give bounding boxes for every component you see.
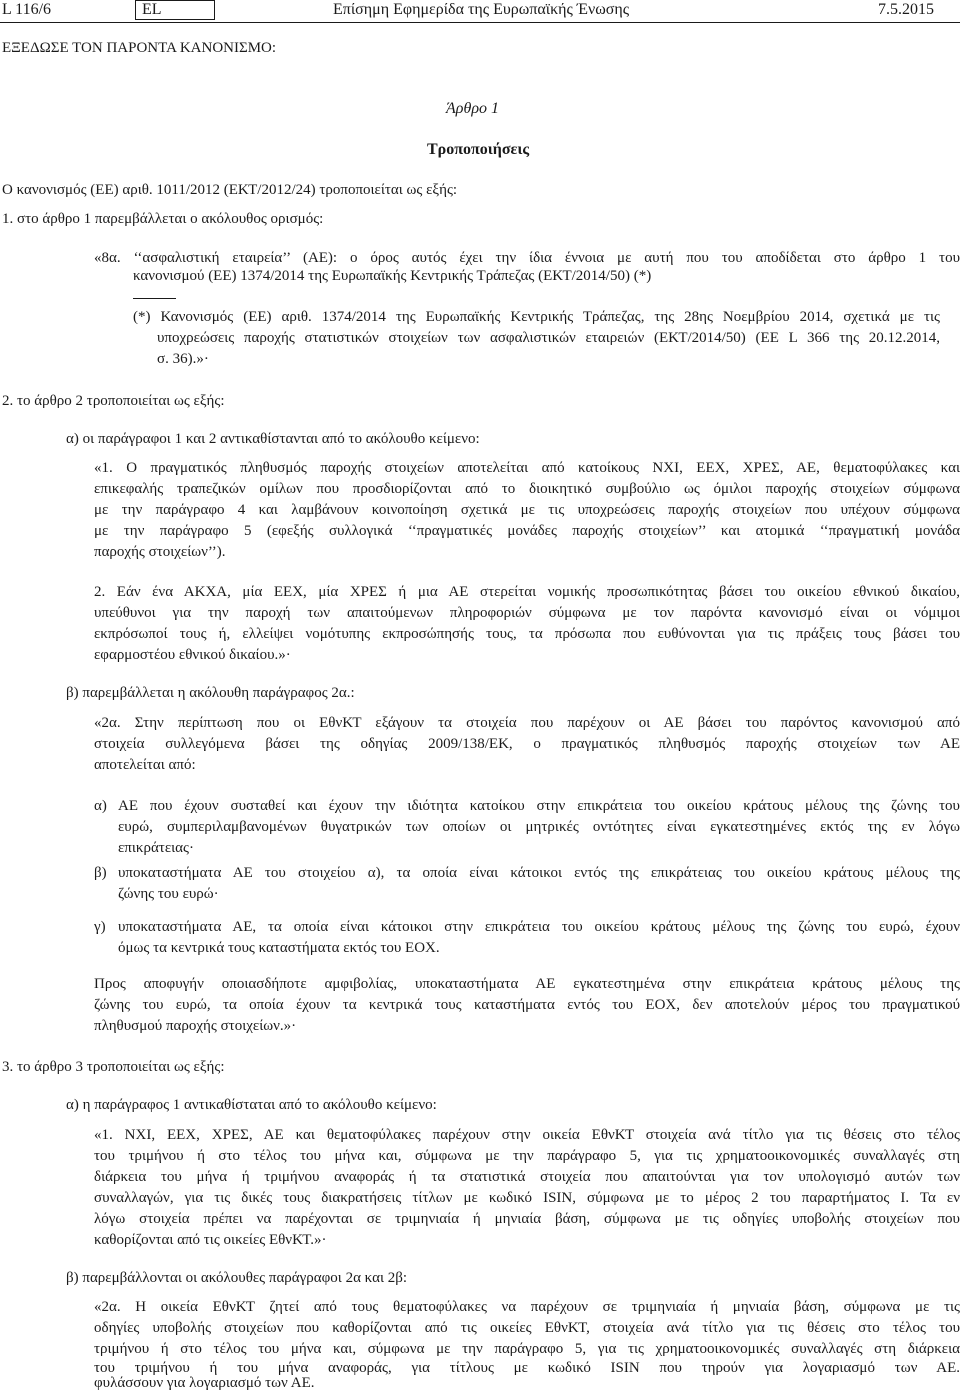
adoption-formula: ΕΞΕΔΩΣΕ ΤΟΝ ΠΑΡΟΝΤΑ ΚΑΝΟΝΙΣΜΟ: [2, 40, 277, 56]
article-title: Τροποποιήσεις [427, 141, 530, 158]
paragraph-line: επικεφαλής τραπεζικών ομίλων που προσδιορίζονται από το διοικητικό συμβούλιο ως όμιλοι παροχής στοιχείων σύμφωνα [94, 481, 960, 497]
paragraph-line: παροχής στοιχείων’’). [94, 544, 226, 560]
language-code: EL [135, 0, 215, 20]
item-line: όμως τα κεντρικά τους καταστήματα εκτός του ΕΟΧ. [118, 940, 440, 956]
paragraph-line: 2. Εάν ένα ΑΚΧΑ, μία ΕΕΧ, μία ΧΡΕΣ ή μια ΑΕ στερείται νομικής προσωπικότητας βάσει του οικείου εθνικού δικαίου, [94, 584, 960, 600]
point-3: 3. το άρθρο 3 τροποποιείται ως εξής: [2, 1059, 225, 1075]
paragraph-line: εφαρμοστέου εθνικού δικαίου.»· [94, 647, 291, 663]
paragraph-line: οδηγίες υποβολής στοιχείων που καθορίζονται από τις οικείες ΕθνΚΤ, στοιχεία ανά τίτλο για τις θέσεις στο τέλος του [94, 1320, 960, 1336]
point-3a: α) η παράγραφος 1 αντικαθίσταται από το ακόλουθο κείμενο: [66, 1097, 437, 1113]
point-2b: β) παρεμβάλλεται η ακόλουθη παράγραφος 2α.: [66, 685, 355, 701]
page-ref: L 116/6 [2, 1, 52, 18]
point-1: 1. στο άρθρο 1 παρεμβάλλεται ο ακόλουθος ορισμός: [2, 211, 324, 227]
item-line: υποκαταστήματα ΑΕ του στοιχείου α), τα οποία είναι κάτοικοι εντός της επικράτειας του οικείου κράτους μέλους της [118, 865, 960, 881]
footnote-line: σ. 36).»· [157, 351, 209, 367]
closing-line: πληθυσμού παροχής στοιχείων.»· [94, 1018, 297, 1034]
paragraph-line: υπεύθυνοι για την παροχή των απαιτούμενων πληροφοριών σύμφωνα με τον παρόντα κανονισμό είναι οι νόμιμοι [94, 605, 960, 621]
paragraph-line: τριμήνου ή στο τέλος του μήνα και, σύμφωνα με την παράγραφο 5, για τις χρηματοοικονομικές συναλλαγές στη διάρκεια [94, 1341, 960, 1357]
paragraph-line: «1. Ο πραγματικός πληθυσμός παροχής στοιχείων αποτελείται από κατοίκους ΝΧΙ, ΕΕΧ, ΧΡΕΣ, ΑΕ, θεματοφύλακες και [94, 460, 960, 476]
item-line: ζώνης του ευρώ· [118, 886, 219, 902]
intro-sentence: Ο κανονισμός (ΕΕ) αριθ. 1011/2012 (ΕΚΤ/2012/24) τροποποιείται ως εξής: [2, 182, 458, 198]
paragraph-line: με την παράγραφο 5 (εφεξής συλλογικά ‘‘πραγματικές μονάδες παροχής στοιχείων’’ και ατομικά ‘‘πραγματική μονάδα [94, 523, 960, 539]
definition-line: κανονισμού (ΕΕ) 1374/2014 της Ευρωπαϊκής Κεντρικής Τράπεζας (ΕΚΤ/2014/50) (*) [133, 268, 652, 284]
item-label: β) [94, 865, 107, 881]
paragraph-line: «1. ΝΧΙ, ΕΕΧ, ΧΡΕΣ, ΑΕ και θεματοφύλακες παρέχουν στην οικεία ΕθνΚΤ στοιχεία ανά τίτλο για τις θέσεις στο τέλος [94, 1127, 960, 1143]
publication-date: 7.5.2015 [878, 1, 934, 18]
item-line: ΑΕ που έχουν συσταθεί και έχουν την ιδιότητα κατοίκου στην επικράτεια του οικείου κράτους μέλους της ζώνης του [118, 798, 960, 814]
footnote-line: υποχρεώσεις παροχής στατιστικών στοιχείων των ασφαλιστικών εταιρειών (ΕΚΤ/2014/50) (ΕΕ L 366 της 20.12.2014, [157, 330, 940, 346]
paragraph-line: του τριμήνου ή στο τέλος του μήνα και, σύμφωνα με την παράγραφο 5, για τις χρηματοοικονομικές συναλλαγές στη [94, 1148, 960, 1164]
item-label: α) [94, 798, 107, 814]
paragraph-line: «2α. Στην περίπτωση που οι ΕθνΚΤ εξάγουν τα στοιχεία που παρέχουν οι ΑΕ βάσει του παρόντος κανονισμού από [94, 715, 960, 731]
paragraph-line: φυλάσσουν για λογαριασμό των ΑΕ. [94, 1375, 315, 1391]
closing-line: ζώνης του ευρώ, τα οποία έχουν τα κεντρικά τους καταστήματα εντός του ΕΟΧ, δεν αποτελούν μέρος του πραγματικού [94, 997, 960, 1013]
paragraph-line: «2α. Η οικεία ΕθνΚΤ ζητεί από τους θεματοφύλακες να παρέχουν σε τριμηνιαία ή μηνιαία βάση, σύμφωνα με τις [94, 1299, 960, 1315]
item-line: ευρώ, συμπεριλαμβανομένων θυγατρικών των οποίων οι μητρικές οντότητες είναι εγκατεστημένες εκτός της εν λόγω [118, 819, 960, 835]
closing-line: Προς αποφυγήν οποιασδήποτε αμφιβολίας, υποκαταστήματα ΑΕ εγκατεστημένα στην επικράτεια κράτους μέλους της [94, 976, 960, 992]
paragraph-line: διάρκεια του μήνα ή τριμήνου αναφοράς ή τα στατιστικά στοιχεία που απαιτούνται για τον υπολογισμό αυτών των [94, 1169, 960, 1185]
footnote-rule [133, 298, 176, 299]
article-number: Άρθρο 1 [446, 100, 499, 117]
definition-line: «8α. ‘‘ασφαλιστική εταιρεία’’ (ΑΕ): ο όρος αυτός έχει την ίδια έννοια με αυτή που του αποδίδεται στο άρθρο 1 του [94, 250, 960, 266]
point-2: 2. το άρθρο 2 τροποποιείται ως εξής: [2, 393, 225, 409]
paragraph-line: του τριμήνου ή του μήνα αναφοράς, για τίτλους με κωδικό ISIN που τηρούν για λογαριασμό των ΑΕ. [94, 1360, 960, 1376]
paragraph-line: αποτελείται από: [94, 757, 196, 773]
paragraph-line: στοιχεία συλλεγόμενα βάσει της οδηγίας 2009/138/ΕΚ, ο πραγματικός πληθυσμός παροχής στοιχείων των ΑΕ [94, 736, 960, 752]
item-line: υποκαταστήματα ΑΕ, τα οποία είναι κάτοικοι στην επικράτεια του οικείου κράτους μέλους της ζώνης του ευρώ, έχουν [118, 919, 960, 935]
header-rule [0, 22, 960, 23]
paragraph-line: συναλλαγών, για τις δικές τους διακρατήσεις τίτλων με κωδικό ISIN, σύμφωνα με το μέρος 2 του παραρτήματος Ι. Τα εν [94, 1190, 960, 1206]
paragraph-line: εκπρόσωποί τους ή, ελλείψει νομότυπης εκπροσώπησής τους, τα πρόσωπα που ευθύνονται για τις πράξεις τους βάσει του [94, 626, 960, 642]
point-3b: β) παρεμβάλλονται οι ακόλουθες παράγραφοι 2α και 2β: [66, 1270, 408, 1286]
item-label: γ) [94, 919, 106, 935]
paragraph-line: με την παράγραφο 4 και λαμβάνουν κοινοποίηση σχετικά με τις υποχρεώσεις παροχής στοιχείων που υπέχουν σύμφωνα [94, 502, 960, 518]
paragraph-line: καθορίζονται από τις οικείες ΕθνΚΤ.»· [94, 1232, 327, 1248]
point-2a: α) οι παράγραφοι 1 και 2 αντικαθίστανται από το ακόλουθο κείμενο: [66, 431, 480, 447]
journal-title: Επίσημη Εφημερίδα της Ευρωπαϊκής Ένωσης [333, 1, 630, 18]
paragraph-line: λόγω στοιχεία πρέπει να παρέχονται σε τριμηνιαία ή μηνιαία βάση, σύμφωνα με τις οδηγίες υποβολής στοιχείων που [94, 1211, 960, 1227]
journal-header [0, 0, 960, 22]
item-line: επικράτειας· [118, 840, 194, 856]
footnote-line: (*) Κανονισμός (ΕΕ) αριθ. 1374/2014 της Ευρωπαϊκής Κεντρικής Τράπεζας, της 28ης Νοεμβρίου 2014, σχετικά με τις [133, 309, 940, 325]
